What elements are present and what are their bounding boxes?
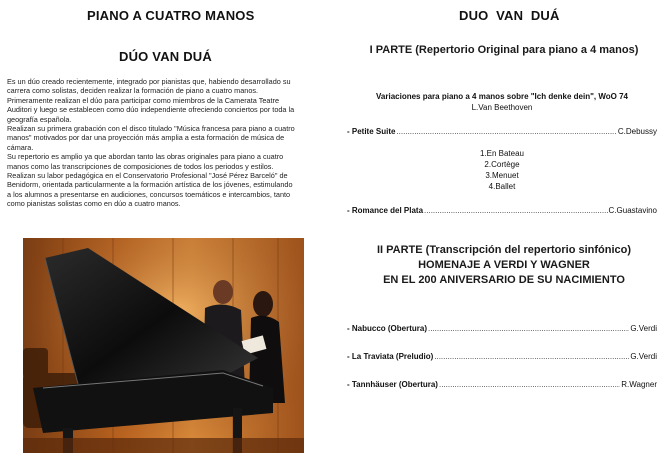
traviata-entry (347, 352, 657, 361)
bio-paragraph: Primeramente realizan el dúo para participar como miembros de la Camerata Teatre Auditori y luego se establecen como dúo independiente ofreciendo conciertos por toda la geografía española. (7, 95, 295, 124)
leader-dots (424, 206, 608, 215)
work-title: - Petite Suite (347, 127, 396, 136)
movements-list (347, 148, 657, 192)
duo-piano-photo (23, 238, 304, 453)
bio-paragraph: Realizan su primera grabación con el disco titulado "Música francesa para piano a cuatro manos" motivados por dar una proyección más amplia a esta formación de música de cámara. (7, 124, 295, 152)
bio-paragraph: Realizan su labor pedagógica en el Conservatorio Profesional "José Pérez Barceló" de Benidorm, orientada particularmente a la formación artística de los jóvenes, estimulando a los alumnos a presentarse en audiciones, concursos toemáticos e intercambios, tanto como pianistas solistas como en dúo a cuatro manos. (7, 171, 293, 209)
part2-title-line: EN EL 200 ANIVERSARIO DE SU NACIMIENTO (383, 274, 625, 286)
work-composer: R.Wagner (621, 380, 657, 389)
nabucco-entry (347, 324, 657, 333)
work-title: - Romance del Plata (347, 206, 424, 215)
petite-suite-entry (347, 127, 657, 136)
work-composer: G.Verdi (630, 352, 657, 361)
part2-title-line: II PARTE (Transcripción del repertorio sinfónico) (376, 244, 632, 256)
part2-title-line: HOMENAJE A VERDI Y WAGNER (418, 259, 590, 271)
leader-dots (439, 380, 620, 389)
work-composer: C.Debussy (617, 127, 657, 136)
leader-dots (434, 352, 629, 361)
bio-text (7, 77, 297, 209)
movement-item: 3.Menuet (485, 171, 519, 180)
movement-item: 4.Ballet (488, 182, 516, 191)
work-title: - Nabucco (Obertura) (347, 324, 428, 333)
bio-paragraph: Es un dúo creado recientemente, integrado por pianistas que, habiendo desarrollado su carrera como solistas, deciden realizar la formación de piano a cuatro manos. (7, 77, 291, 96)
variations-title: Variaciones para piano a 4 manos sobre "Ich denke dein", WoO 74 (376, 92, 628, 101)
variations-composer: L.Van Beethoven (471, 103, 533, 112)
movement-item: 1.En Bateau (479, 149, 525, 158)
romance-entry (347, 206, 657, 215)
leader-dots (428, 324, 629, 333)
movement-item: 2.Cortège (484, 160, 520, 169)
work-composer: G.Verdi (630, 324, 657, 333)
right-title: DUO VAN DUÁ (459, 8, 560, 23)
part2-title (347, 243, 661, 288)
left-title: PIANO A CUATRO MANOS (87, 8, 255, 23)
part1-title: I PARTE (Repertorio Original para piano a 4 manos) (369, 44, 639, 56)
leader-dots (396, 127, 616, 136)
piano-photo-illustration (23, 238, 304, 453)
work-title: - La Traviata (Preludio) (347, 352, 434, 361)
left-subtitle: DÚO VAN DUÁ (119, 49, 212, 64)
work-title: - Tannhäuser (Obertura) (347, 380, 438, 389)
tannhauser-entry (347, 380, 657, 389)
bio-paragraph: Su repertorio es amplio ya que abordan tanto las obras originales para piano a cuatro manos como las transcripciones de composiciones de todos los periodos y estilos. (7, 152, 284, 171)
work-composer: C.Guastavino (608, 206, 657, 215)
